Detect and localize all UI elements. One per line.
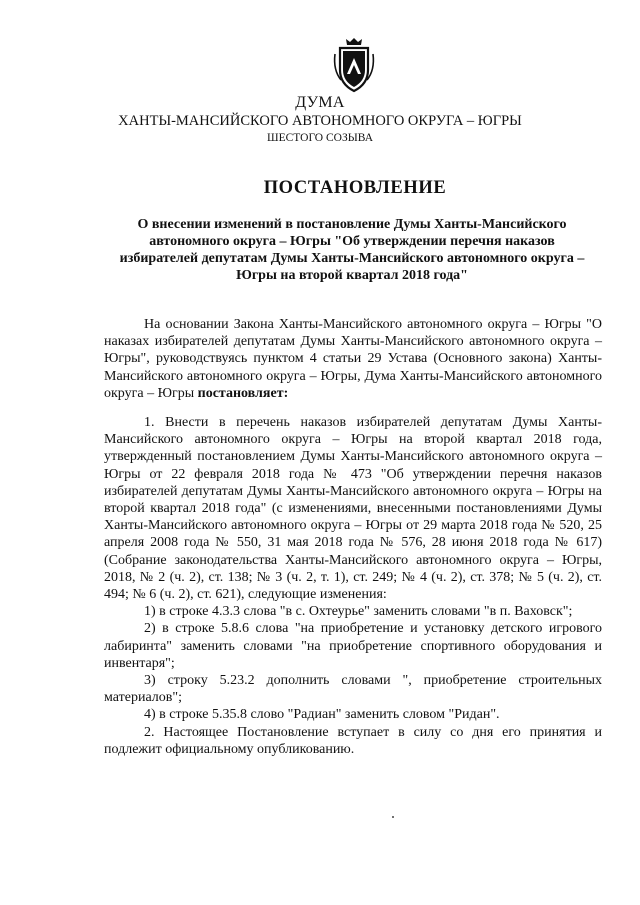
- subitem-4: 4) в строке 5.35.8 слово "Радиан" заменить словом "Ридан".: [144, 707, 500, 723]
- org-convocation: ШЕСТОГО СОЗЫВА: [266, 132, 374, 144]
- preamble-resolution: постановляет:: [197, 385, 289, 401]
- coat-of-arms-icon: [332, 36, 376, 94]
- document-subject: О внесении изменений в постановление Думы Ханты-Мансийского автономного округа – Югры "Об утверждении перечня наказов избирателей депутатам Думы Ханты-Мансийского автономного округа – Югры на второй квартал 2018 года": [119, 217, 585, 283]
- subitem-2: 2) в строке 5.8.6 слова "на приобретение и установку детского игрового лабиринта" заменить словами "на приобретение спортивного оборудования и инвентаря";: [104, 621, 602, 671]
- preamble-paragraph: [104, 316, 602, 402]
- resolution-items: [104, 414, 602, 758]
- subitem-1: 1) в строке 4.3.3 слова "в с. Охтеурье" заменить словами "в п. Ваховск";: [144, 604, 573, 620]
- document-title: ПОСТАНОВЛЕНИЕ: [263, 178, 447, 198]
- org-name: ДУМА: [295, 94, 345, 111]
- item-2: 2. Настоящее Постановление вступает в силу со дня его принятия и подлежит официальному опубликованию.: [104, 724, 602, 757]
- preamble-text: На основании Закона Ханты-Мансийского автономного округа – Югры "О наказах избирателей депутатам Думы Ханты-Мансийского автономного округа – Югры", руководствуясь пунктом 4 статьи 29 Устава (Основного закона) Ханты-Мансийского автономного округа – Югры, Дума Ханты-Мансийского автономного округа – Югры: [104, 317, 602, 401]
- subitem-3: 3) строку 5.23.2 дополнить словами ", приобретение строительных материалов";: [104, 673, 602, 706]
- org-region: ХАНТЫ-МАНСИЙСКОГО АВТОНОМНОГО ОКРУГА – ЮГРЫ: [118, 113, 522, 129]
- scan-speck: [392, 816, 394, 818]
- item-1: 1. Внести в перечень наказов избирателей депутатам Думы Ханты-Мансийского автономного округа – Югры на второй квартал 2018 года, утвержденный постановлением Думы Ханты-Мансийского автономного округа – Югры от 22 февраля 2018 года № 473 "Об утверждении перечня наказов избирателей депутатам Думы Ханты-Мансийского автономного округа – Югры на второй квартал 2018 года" (с изменениями, внесенными постановлениями Думы Ханты-Мансийского автономного округа – Югры от 29 марта 2018 года № 520, 25 апреля 2008 года № 550, 31 мая 2018 года № 576, 28 июня 2018 года № 617) (Собрание законодательства Ханты-Мансийского автономного округа – Югры, 2018, № 2 (ч. 2), ст. 138; № 3 (ч. 2, т. 1), ст. 249; № 4 (ч. 2), ст. 378; № 5 (ч. 2), ст. 494; № 6 (ч. 2), ст. 621), следующие изменения:: [104, 415, 602, 603]
